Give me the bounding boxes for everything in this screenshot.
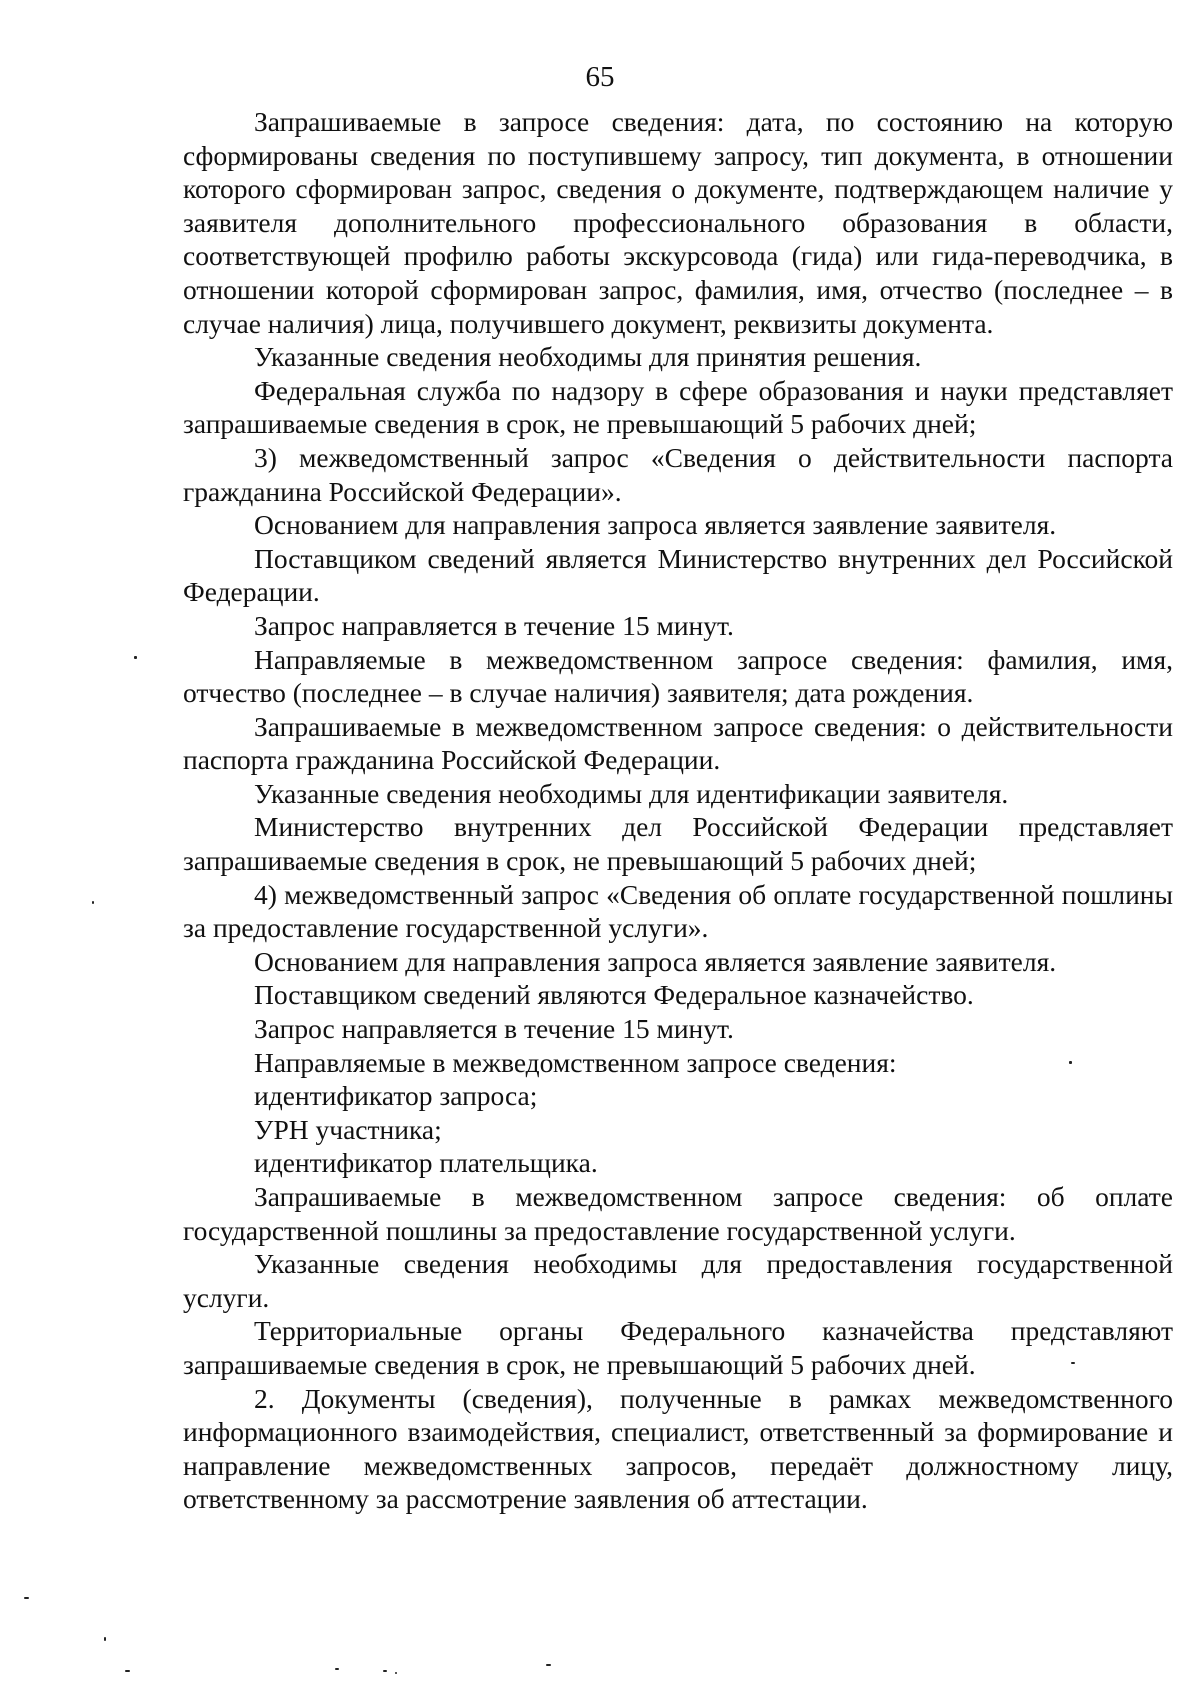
scan-speck bbox=[92, 901, 94, 904]
paragraph: Запрос направляется в течение 15 минут. bbox=[254, 1013, 734, 1045]
paragraph: Запрашиваемые в межведомственном запросе сведения: о действительности паспорта гражданина Российской Федерации. bbox=[183, 710, 1173, 776]
paragraph: 3) межведомственный запрос «Сведения о действительности паспорта гражданина Российской Федерации». bbox=[183, 441, 1173, 507]
paragraph: Запрашиваемые в запросе сведения: дата, по состоянию на которую сформированы сведения по поступившему запросу, тип документа, в отношении которого сформирован запрос, сведения о документе, подтверждающем наличие у заявителя дополнительного профессионального образования в области, соответствующей профилю работы экскурсовода (гида) или гида-переводчика, в отношении которой сформирован запрос, фамилия, имя, отчество (последнее – в случае наличия) лица, получившего документ, реквизиты документа. bbox=[183, 106, 1173, 339]
paragraph: Указанные сведения необходимы для предоставления государственной услуги. bbox=[183, 1248, 1173, 1313]
list-item: идентификатор плательщика. bbox=[254, 1147, 598, 1179]
paragraph: Министерство внутренних дел Российской Федерации представляет запрашиваемые сведения в срок, не превышающий 5 рабочих дней; bbox=[183, 811, 1173, 877]
scan-speck bbox=[1071, 1362, 1075, 1364]
paragraph: Территориальные органы Федерального казначейства представляют запрашиваемые сведения в срок, не превышающий 5 рабочих дней. bbox=[183, 1315, 1173, 1380]
scan-speck bbox=[546, 1664, 551, 1666]
paragraph: Указанные сведения необходимы для принятия решения. bbox=[254, 341, 922, 373]
paragraph: Указанные сведения необходимы для идентификации заявителя. bbox=[254, 777, 1009, 809]
scan-speck bbox=[395, 1672, 397, 1674]
paragraph: Федеральная служба по надзору в сфере образования и науки представляет запрашиваемые сведения в срок, не превышающий 5 рабочих дней; bbox=[183, 374, 1173, 440]
paragraph: 2. Документы (сведения), полученные в рамках межведомственного информационного взаимодействия, специалист, ответственный за формирование и направление межведомственных запросов, передаёт должностному лицу, ответственному за рассмотрение заявления об аттестации. bbox=[183, 1382, 1173, 1515]
document-body bbox=[183, 105, 1173, 1516]
paragraph: Поставщиком сведений является Министерство внутренних дел Российской Федерации. bbox=[183, 542, 1173, 608]
list-item: идентификатор запроса; bbox=[254, 1080, 538, 1112]
paragraph: Направляемые в межведомственном запросе сведения: bbox=[254, 1046, 897, 1078]
paragraph: Направляемые в межведомственном запросе сведения: фамилия, имя, отчество (последнее – в случае наличия) заявителя; дата рождения. bbox=[183, 643, 1173, 709]
page-number: 65 bbox=[585, 61, 615, 93]
paragraph: Основанием для направления запроса является заявление заявителя. bbox=[254, 945, 1057, 977]
scan-speck bbox=[383, 1670, 387, 1672]
scan-speck bbox=[125, 1670, 130, 1672]
scan-speck bbox=[134, 656, 137, 659]
scan-speck bbox=[104, 1637, 106, 1641]
paragraph: Поставщиком сведений являются Федеральное казначейство. bbox=[254, 979, 974, 1011]
paragraph: 4) межведомственный запрос «Сведения об оплате государственной пошлины за предоставление государственной услуги». bbox=[183, 878, 1173, 944]
scan-speck bbox=[24, 1597, 29, 1599]
paragraph: Запрос направляется в течение 15 минут. bbox=[254, 609, 734, 641]
scan-speck bbox=[335, 1668, 339, 1670]
paragraph: Запрашиваемые в межведомственном запросе сведения: об оплате государственной пошлины за предоставление государственной услуги. bbox=[183, 1181, 1173, 1246]
list-item: УРН участника; bbox=[254, 1113, 442, 1145]
paragraph: Основанием для направления запроса является заявление заявителя. bbox=[254, 509, 1057, 541]
scan-speck bbox=[1069, 1061, 1072, 1064]
